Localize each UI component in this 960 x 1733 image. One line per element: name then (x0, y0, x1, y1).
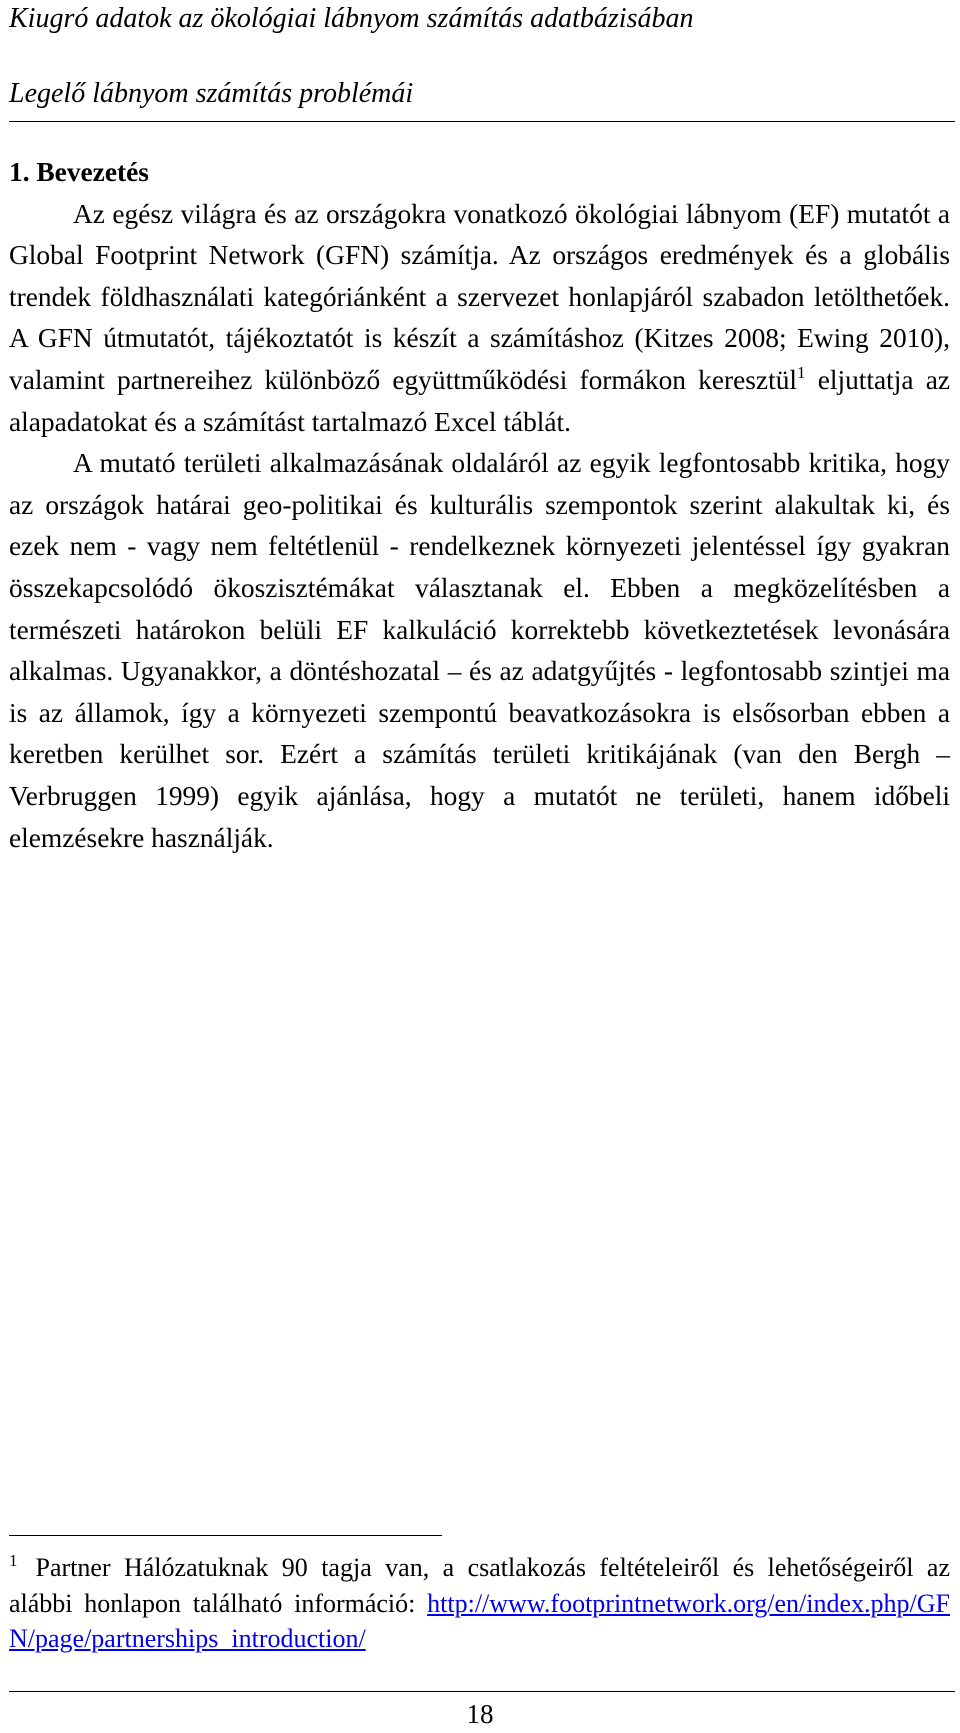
running-title-sub: Legelő lábnyom számítás problémái (9, 78, 414, 109)
footnote-mark: 1 (9, 1551, 18, 1570)
running-title-main: Kiugró adatok az ökológiai lábnyom számítás adatbázisában (9, 3, 694, 34)
paragraph-2: A mutató területi alkalmazásának oldaláról az egyik legfontosabb kritika, hogy az országok határai geo-politikai és kulturális szempontok szerint alakultak ki, és ezek nem - vagy nem feltétlenül - rendelkeznek környezeti jelentéssel így gyakran összekapcsolódó ökoszisztémákat választanak el. Ebben a megközelítésben a természeti határokon belüli EF kalkuláció korrektebb következtetések levonására alkalmas. Ugyanakkor, a döntéshozatal – és az adatgyűjtés - legfontosabb szintjei ma is az államok, így a környezeti szempontú beavatkozásokra is elsősorban ebben a keretben kerülhet sor. Ezért a számítás területi kritikájának (van den Bergh – Verbruggen 1999) egyik ajánlása, hogy a mutatót ne területi, hanem időbeli elemzésekre használják. (9, 448, 950, 853)
page-number: 18 (466, 1699, 494, 1729)
footer-divider (9, 1691, 955, 1692)
paragraph-1 (9, 194, 950, 444)
footnote-text: Partner Hálózatuknak 90 tagja van, a csatlakozás feltételeiről és lehetőségeiről az alábbi honlapon található információ: (9, 1553, 950, 1618)
footnote-reference[interactable]: 1 (797, 362, 806, 382)
footnote-divider (9, 1535, 442, 1536)
paragraph-1-text: Az egész világra és az országokra vonatkozó ökológiai lábnyom (EF) mutatót a Global Footprint Network (GFN) számítja. Az országos eredmények és a globális trendek földhasználati kategóriánként a szervezet honlapjáról szabadon letölthetőek. A GFN útmutatót, tájékoztatót is készít a számításhoz (Kitzes 2008; Ewing 2010), valamint partnereihez különböző együttműködési formákon keresztül (9, 198, 950, 395)
header-divider (9, 121, 955, 122)
body-text (9, 152, 950, 859)
section-heading: 1. Bevezetés (9, 157, 149, 187)
paragraph-1-text-end: eljuttatja az alapadatokat és a számítást tartalmazó Excel táblát. (9, 364, 951, 437)
footnote (9, 1550, 950, 1657)
footnote-link[interactable]: http://www.footprintnetwork.org/en/index.php/GFN/page/partnerships_introduction/ (9, 1588, 950, 1653)
